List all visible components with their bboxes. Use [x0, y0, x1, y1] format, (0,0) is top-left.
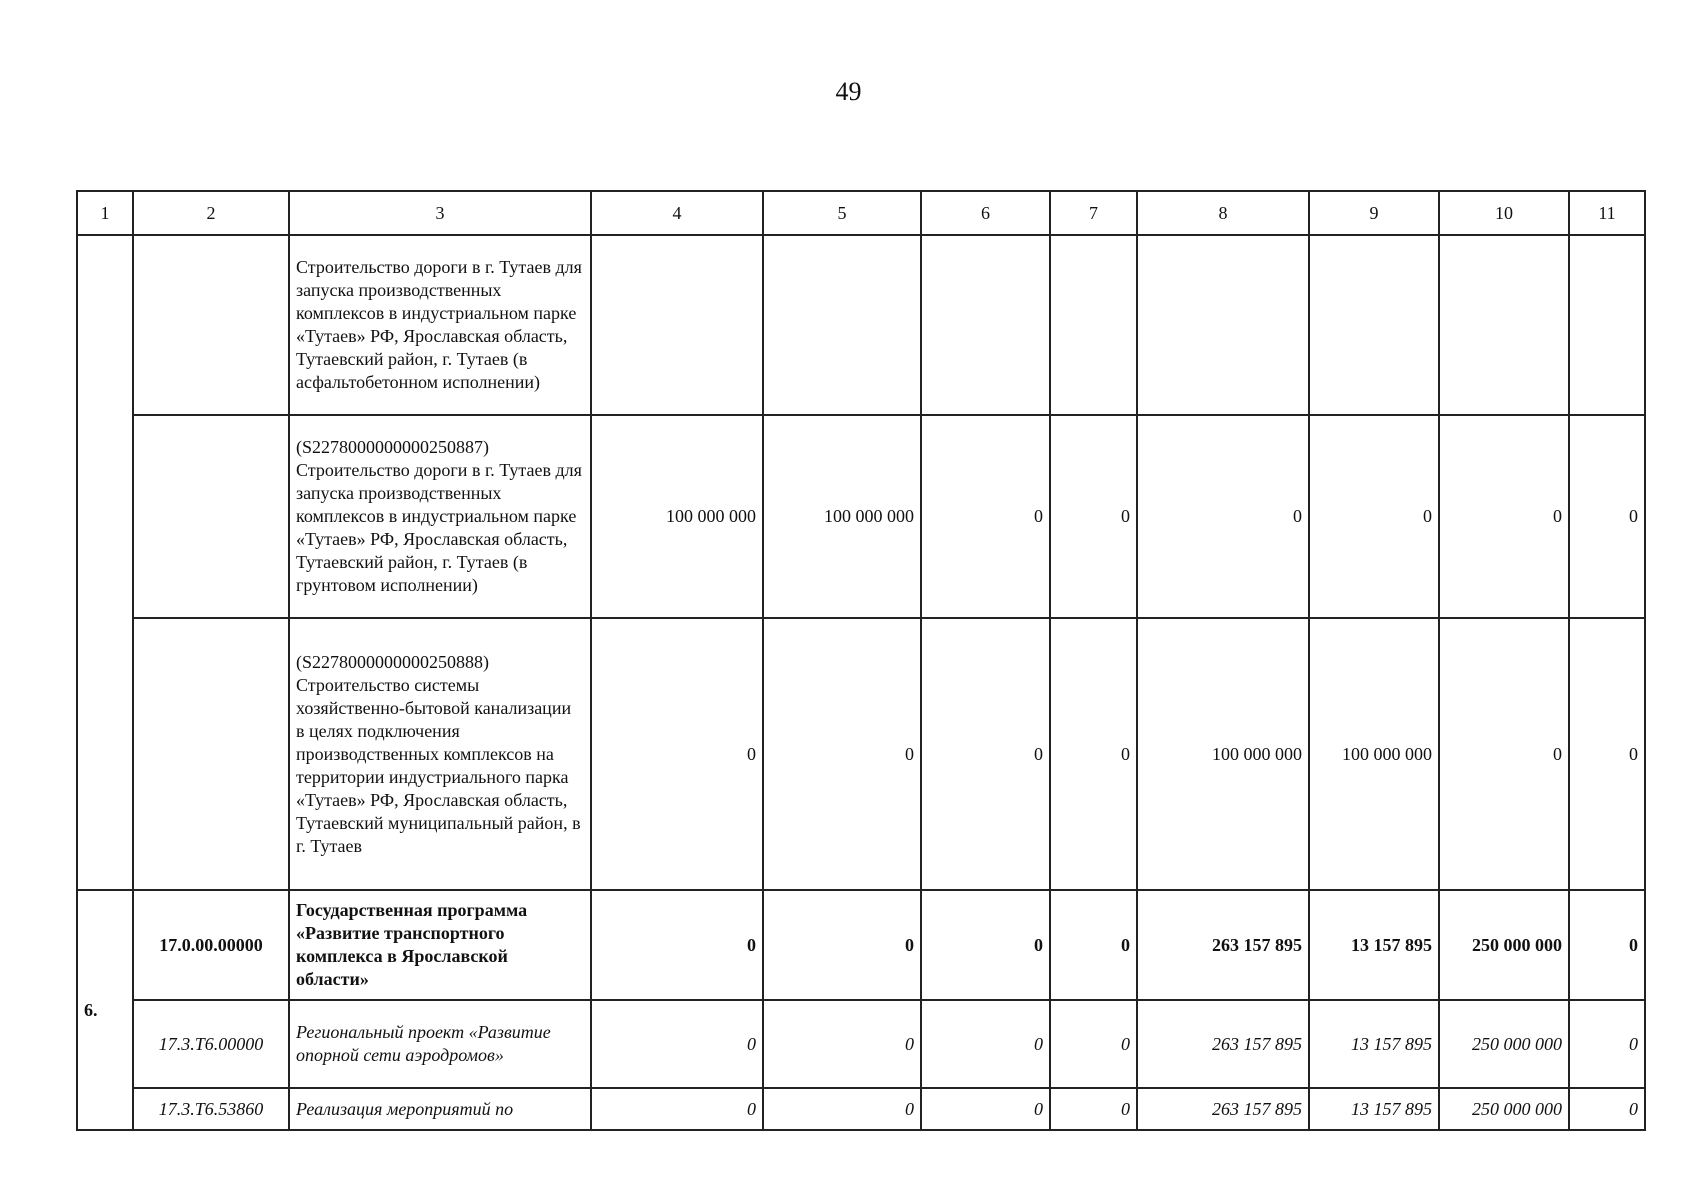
budget-table [76, 190, 1646, 1131]
value-cell: 0 [1050, 1088, 1137, 1130]
header-cell: 2 [133, 191, 289, 235]
value-cell: 0 [1439, 618, 1569, 890]
row-number-cell [77, 235, 133, 890]
code-cell: 17.3.Т6.00000 [133, 1000, 289, 1088]
header-cell: 6 [921, 191, 1050, 235]
value-cell: 263 157 895 [1137, 1088, 1309, 1130]
value-cell: 250 000 000 [1439, 890, 1569, 1000]
value-cell: 0 [1137, 415, 1309, 618]
value-cell: 263 157 895 [1137, 1000, 1309, 1088]
value-cell: 0 [1569, 890, 1645, 1000]
value-cell [921, 235, 1050, 415]
value-cell: 0 [1439, 415, 1569, 618]
name-cell: (S2278000000000250887) Строительство дороги в г. Тутаев для запуска производственных комплексов в индустриальном парке «Тутаев» РФ, Ярославская область, Тутаевский район, г. Тутаев (в грунтовом исполнении) [289, 415, 591, 618]
table-row [77, 1000, 1645, 1088]
value-cell: 0 [763, 1000, 921, 1088]
value-cell: 263 157 895 [1137, 890, 1309, 1000]
name-cell: Региональный проект «Развитие опорной сети аэродромов» [289, 1000, 591, 1088]
value-cell [1050, 235, 1137, 415]
row-number-cell: 6. [77, 890, 133, 1130]
header-row [77, 191, 1645, 235]
value-cell: 0 [1569, 618, 1645, 890]
value-cell: 0 [921, 1088, 1050, 1130]
header-cell: 10 [1439, 191, 1569, 235]
value-cell [591, 235, 763, 415]
header-cell: 9 [1309, 191, 1439, 235]
table-row [77, 1088, 1645, 1130]
code-cell: 17.3.Т6.53860 [133, 1088, 289, 1130]
value-cell: 0 [763, 890, 921, 1000]
header-cell: 3 [289, 191, 591, 235]
value-cell: 0 [1309, 415, 1439, 618]
value-cell: 13 157 895 [1309, 1000, 1439, 1088]
header-cell: 8 [1137, 191, 1309, 235]
value-cell: 100 000 000 [591, 415, 763, 618]
value-cell [1137, 235, 1309, 415]
value-cell: 0 [921, 415, 1050, 618]
value-cell: 0 [1569, 1000, 1645, 1088]
value-cell: 0 [921, 1000, 1050, 1088]
table-row [77, 235, 1645, 415]
value-cell: 0 [591, 1000, 763, 1088]
header-cell: 1 [77, 191, 133, 235]
value-cell: 100 000 000 [1309, 618, 1439, 890]
name-cell: Государственная программа «Развитие транспортного комплекса в Ярославской области» [289, 890, 591, 1000]
header-cell: 4 [591, 191, 763, 235]
value-cell: 13 157 895 [1309, 1088, 1439, 1130]
value-cell: 0 [763, 1088, 921, 1130]
table-row [77, 890, 1645, 1000]
value-cell: 0 [591, 890, 763, 1000]
header-cell: 5 [763, 191, 921, 235]
table-row [77, 415, 1645, 618]
value-cell: 13 157 895 [1309, 890, 1439, 1000]
value-cell: 0 [763, 618, 921, 890]
value-cell: 0 [1569, 415, 1645, 618]
value-cell: 0 [1050, 618, 1137, 890]
value-cell: 0 [1050, 415, 1137, 618]
value-cell [1569, 235, 1645, 415]
code-cell [133, 415, 289, 618]
header-cell: 7 [1050, 191, 1137, 235]
value-cell: 0 [1569, 1088, 1645, 1130]
value-cell: 250 000 000 [1439, 1088, 1569, 1130]
name-cell: Реализация мероприятий по [289, 1088, 591, 1130]
name-cell: (S2278000000000250888) Строительство системы хозяйственно-бытовой канализации в целях подключения производственных комплексов на территории индустриального парка «Тутаев» РФ, Ярославская область, Тутаевский муниципальный район, в г. Тутаев [289, 618, 591, 890]
value-cell: 0 [1050, 890, 1137, 1000]
table-row [77, 618, 1645, 890]
value-cell: 0 [591, 1088, 763, 1130]
value-cell [763, 235, 921, 415]
value-cell: 250 000 000 [1439, 1000, 1569, 1088]
header-cell: 11 [1569, 191, 1645, 235]
page-number: 49 [835, 77, 862, 106]
code-cell [133, 618, 289, 890]
value-cell: 0 [591, 618, 763, 890]
value-cell: 0 [1050, 1000, 1137, 1088]
value-cell: 100 000 000 [1137, 618, 1309, 890]
value-cell: 100 000 000 [763, 415, 921, 618]
value-cell: 0 [921, 618, 1050, 890]
value-cell: 0 [921, 890, 1050, 1000]
value-cell [1309, 235, 1439, 415]
value-cell [1439, 235, 1569, 415]
name-cell: Строительство дороги в г. Тутаев для запуска производственных комплексов в индустриальном парке «Тутаев» РФ, Ярославская область, Тутаевский район, г. Тутаев (в асфальтобетонном исполнении) [289, 235, 591, 415]
code-cell [133, 235, 289, 415]
code-cell: 17.0.00.00000 [133, 890, 289, 1000]
